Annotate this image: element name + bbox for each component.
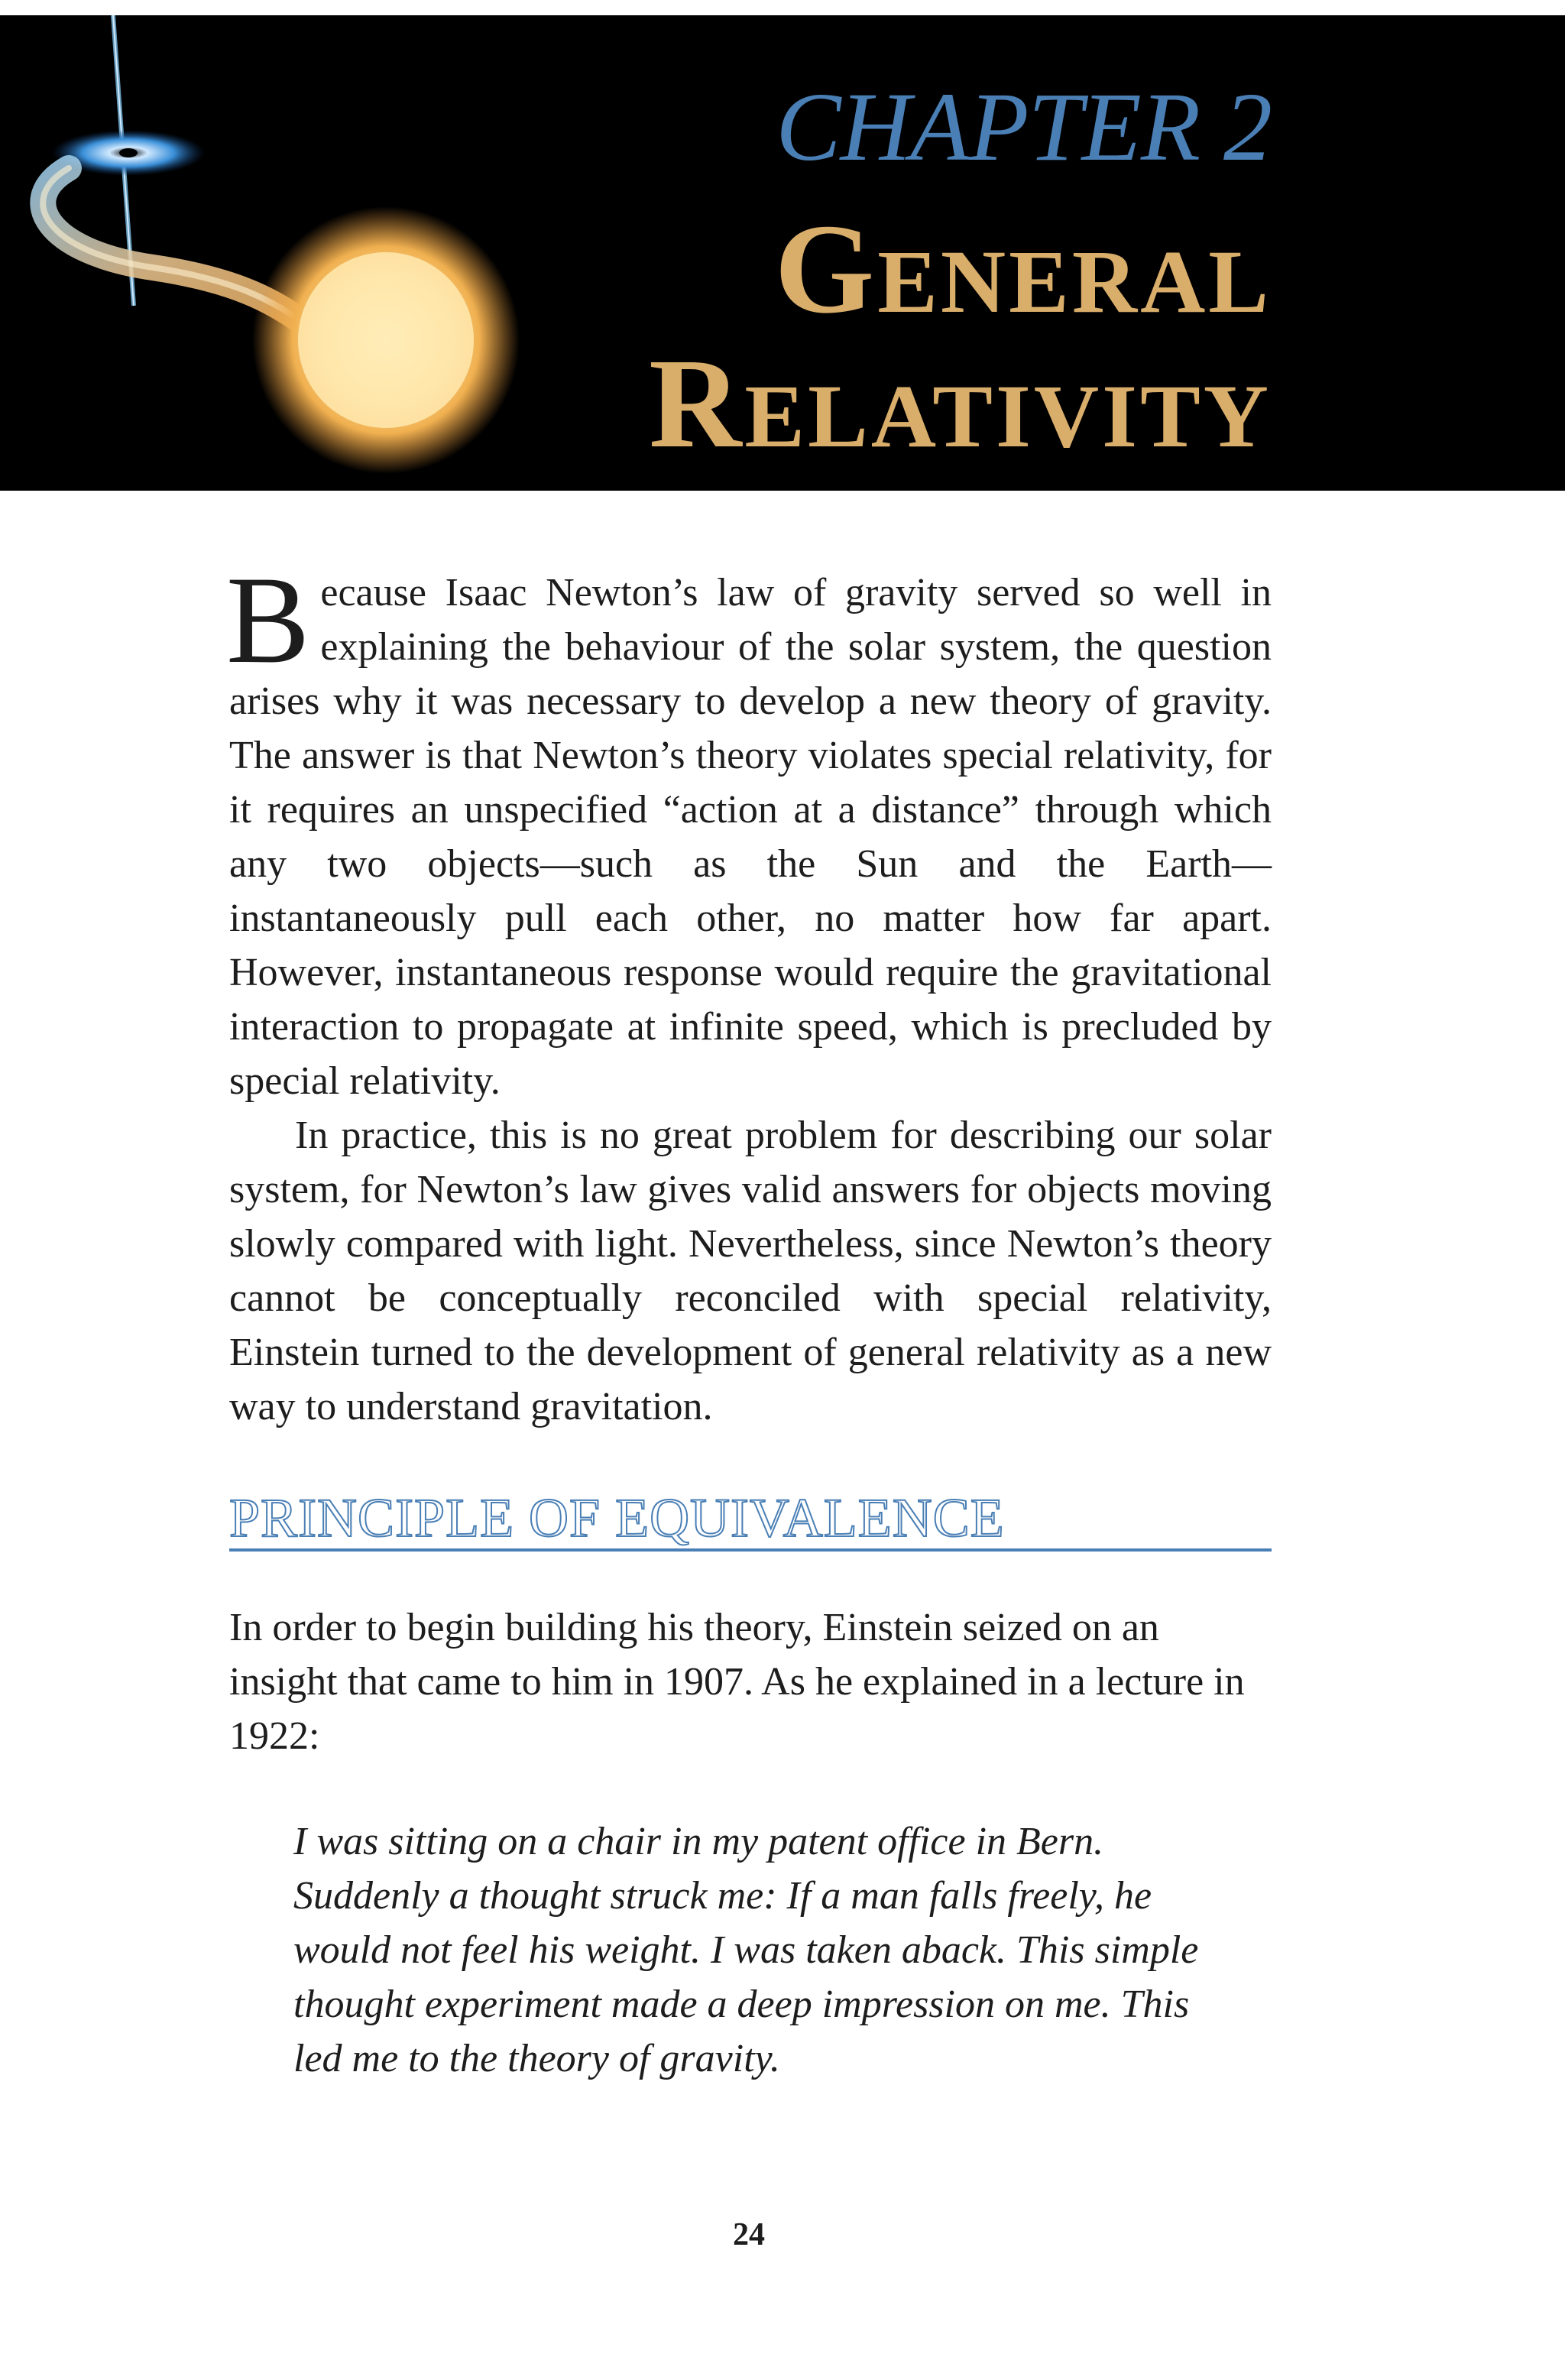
paragraph-2: In practice, this is no great problem for describing our solar system, for Newton’s law gives valid answers for objects moving slowly compared with light. Nevertheless, since Newton’s theory cannot be conceptually reconciled with special relativity, Einstein turned to the development of general relativity as a new way to understand gravitation. [229,1114,1272,1428]
page-number: 24 [733,2217,765,2252]
block-quote: I was sitting on a chair in my patent office in Bern. Suddenly a thought struck me: If a man falls freely, he would not feel his weight. I was taken aback. This simple thought experiment made a deep impression on me. This led me to the theory of gravity. [293,1820,1199,2080]
section-paragraph [229,1600,1272,1763]
drop-cap: B [226,551,310,689]
chapter-title-line-1: General [774,198,1272,340]
chapter-label: CHAPTER 2 [776,73,1272,181]
section-heading: PRINCIPLE OF EQUIVALENCE [229,1490,1272,1552]
intro-paragraph [226,551,1272,1434]
paragraph-3: In order to begin building his theory, Einstein seized on an insight that came to him in 1907. As he explained in a lecture in 1922: [229,1606,1245,1758]
chapter-title-line-2: Relativity [649,332,1272,475]
binary-star-illustration [0,15,581,491]
paragraph-1: ecause Isaac Newton’s law of gravity served so well in explaining the behaviour of the solar system, the question arises why it was necessary to develop a new theory of gravity. The answer is that Newton’s theory violates special relativity, for it requires an unspecified “action at a distance” through which any two objects—such as the Sun and the Earth—instantaneously pull each other, no matter how far apart. However, instantaneous response would require the gravitational interaction to propagate at infinite speed, which is precluded by special relativity. [229,571,1272,1103]
chapter-header [0,15,1565,491]
